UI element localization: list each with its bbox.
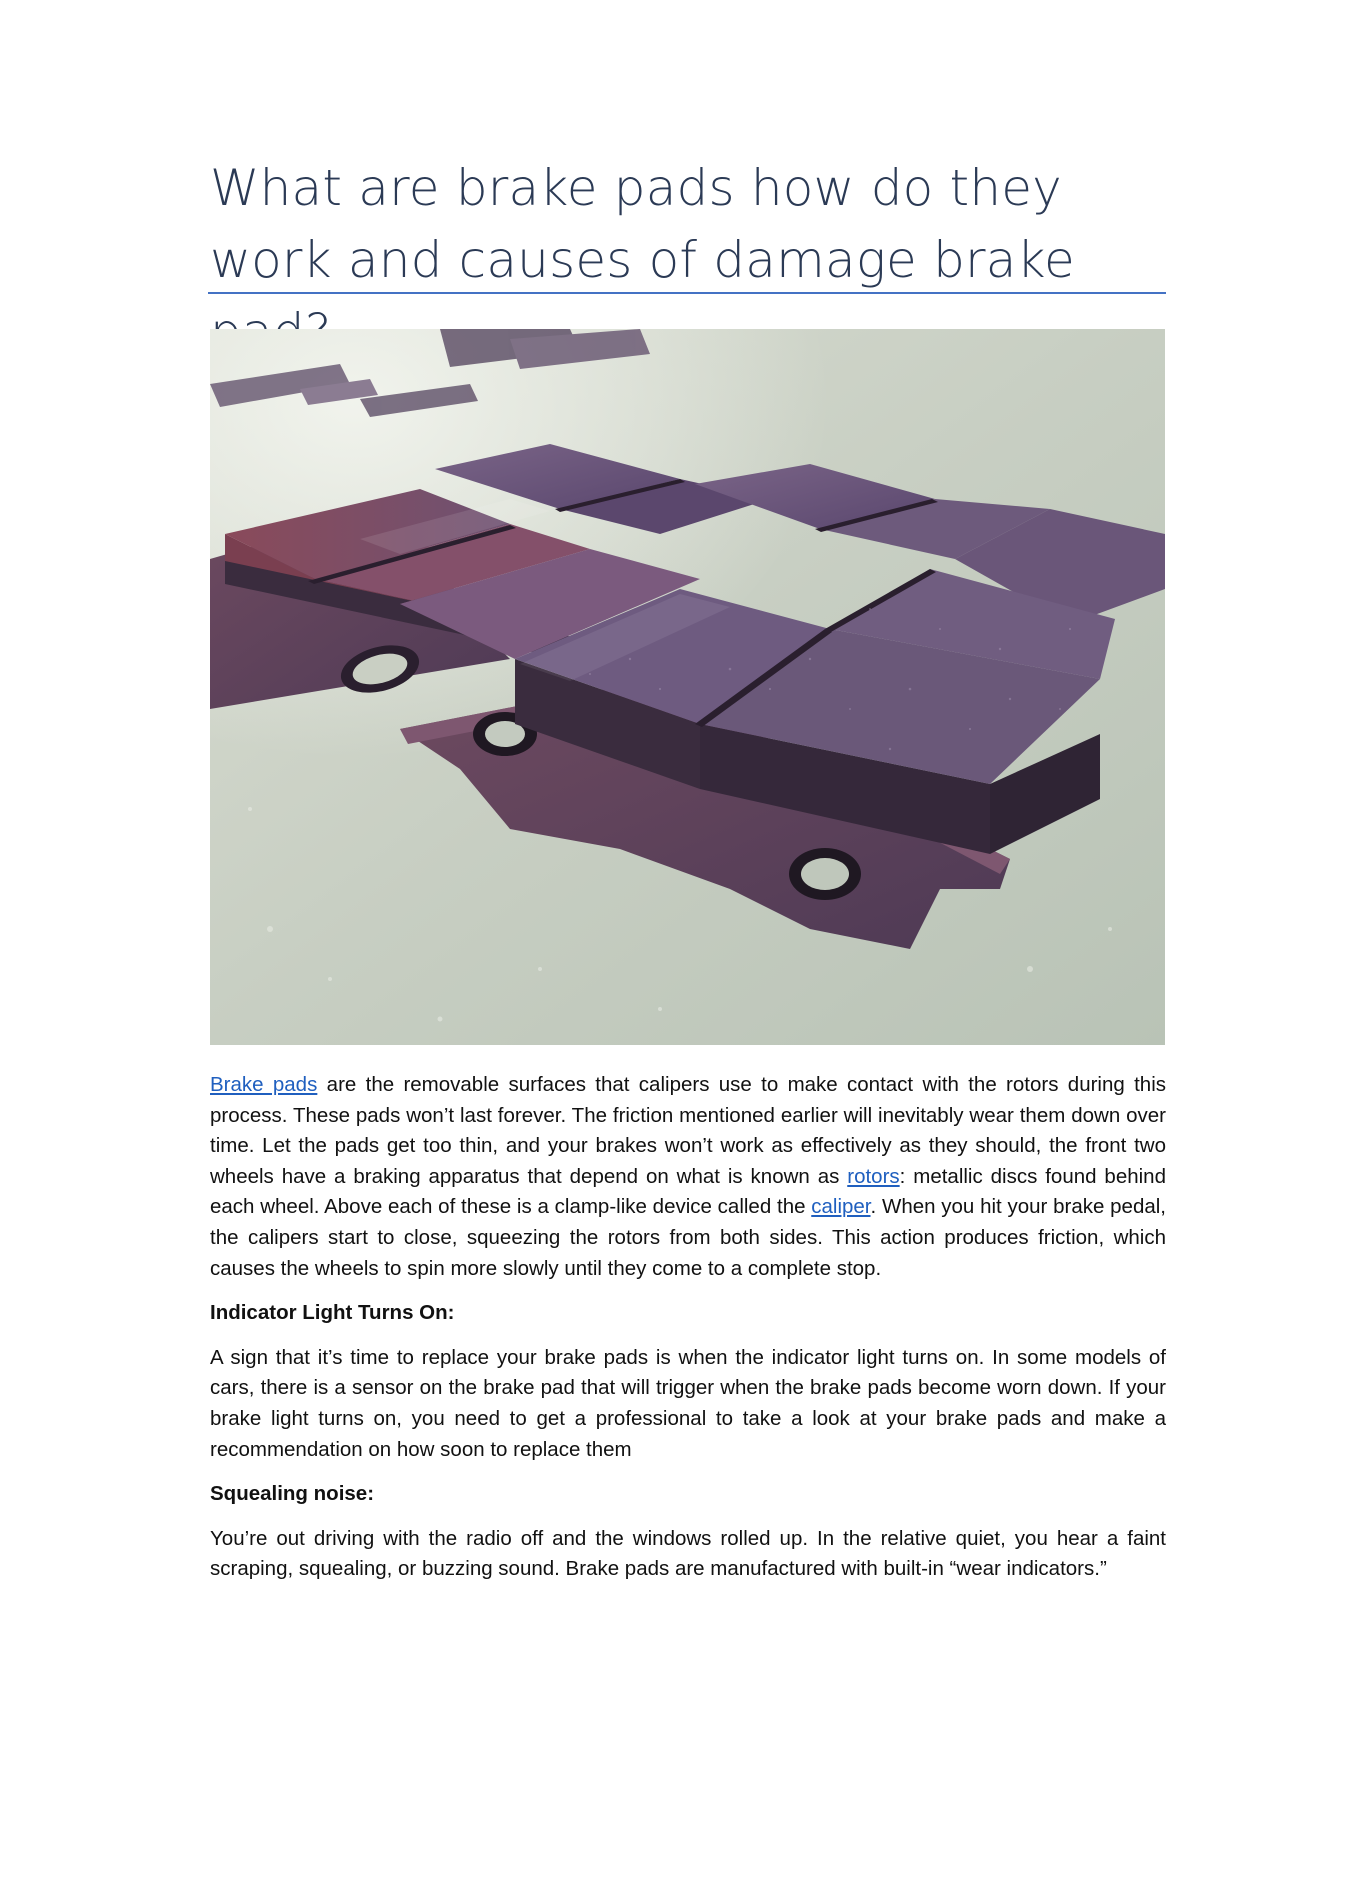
section-heading-indicator-light: Indicator Light Turns On: [210,1301,455,1325]
section-text-indicator-light: A sign that it’s time to replace your brake pads is when the indicator light turns on. In some models of cars, there is a sensor on the brake pad that will trigger when the brake pads become worn down. If your brake light turns on, you need to get a professional to take a look at your brake pads and make a recommendation on how soon to replace them [210,1345,1166,1461]
section-heading-squealing-noise: Squealing noise: [210,1482,375,1506]
brake-pads-photo [210,329,1165,1045]
rotors-link[interactable]: rotors [847,1164,900,1188]
caliper-link[interactable]: caliper [811,1195,871,1219]
section-text-squealing-noise: You’re out driving with the radio off and the windows rolled up. In the relative quiet, you hear a faint scraping, squealing, or buzzing sound. Brake pads are manufactured with built-in “wear indicators.” [210,1526,1166,1581]
article-body [210,1070,1166,1599]
page-title: What are brake pads how do they work and causes of damage brake [210,159,1075,289]
intro-text-1: are the removable surfaces that calipers use to make contact with the rotors during this process. These pads won’t last forever. The friction mentioned earlier will inevitably wear them down over time. Let the pads get too thin, and your brakes won’t work as effectively as they should, the front two wheels have a braking apparatus that depend on what is known as [210,1073,1167,1188]
brake-pads-link[interactable]: Brake pads [210,1073,318,1096]
intro-paragraph [210,1070,1166,1284]
title-divider [208,292,1166,294]
intro-text-2: : metallic discs found behind each wheel. Above each of these is a clamp-like device called the [210,1164,1166,1219]
intro-text-3: . When you hit your brake pedal, the calipers start to close, squeezing the rotors from both sides. This action produces friction, which causes the wheels to spin more slowly until they come to a complete stop. [210,1195,1167,1280]
